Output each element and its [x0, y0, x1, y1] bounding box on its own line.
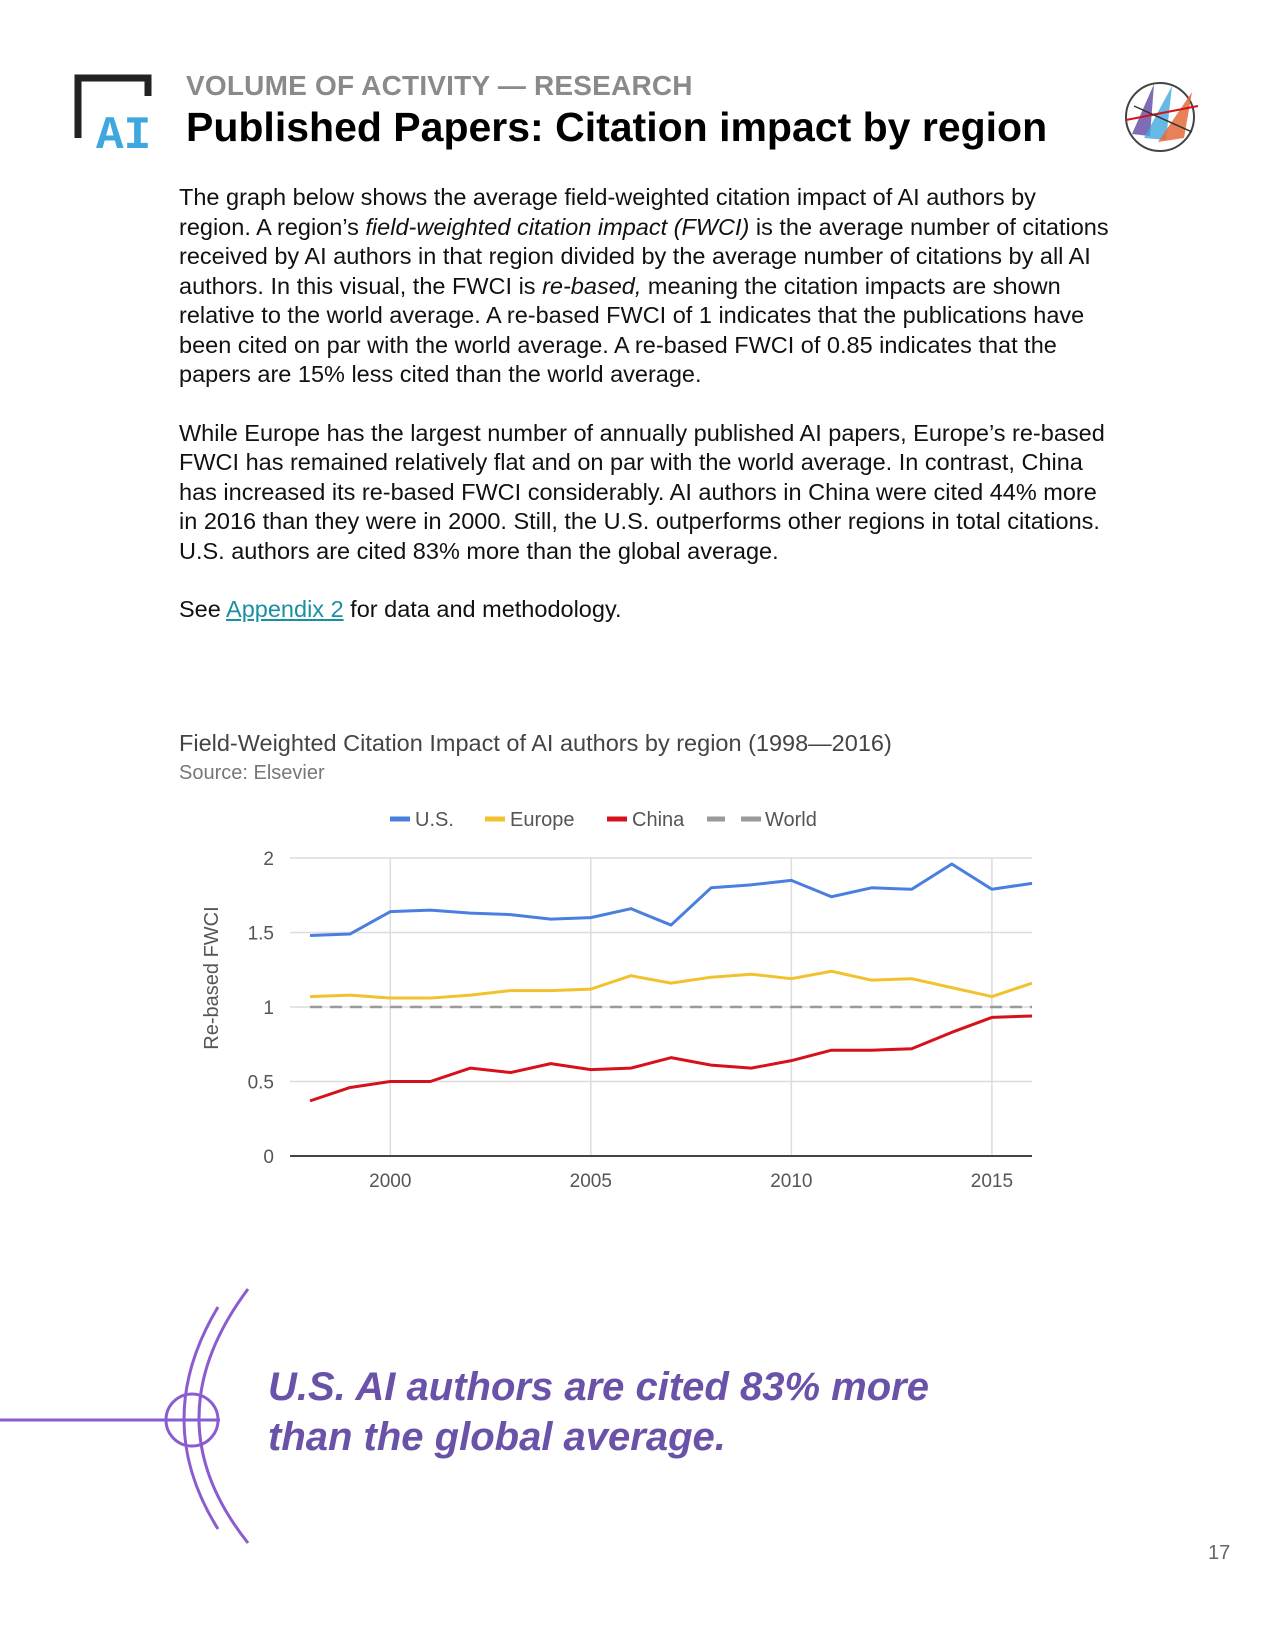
legend-label-china: China: [632, 810, 685, 831]
page-title: Published Papers: Citation impact by region: [186, 104, 1048, 150]
chart-title: Field-Weighted Citation Impact of AI authors by region (1998—2016): [179, 730, 892, 756]
y-tick-label: 0.5: [247, 1072, 274, 1094]
body-text: [179, 183, 1109, 654]
paragraph-regional-comparison: While Europe has the largest number of annually published AI papers, Europe’s re-based FWCI has remained relatively flat and on par with the world average. In contrast, China has increased its re-based FWCI considerably. AI authors in China were cited 44% more in 2016 than they were in 2000. Still, the U.S. outperforms other regions in total citations. U.S. authors are cited 83% more than the global average.: [179, 419, 1105, 564]
y-tick-label: 1: [263, 998, 274, 1019]
x-tick-label: 2005: [569, 1171, 612, 1192]
callout-quote: [268, 1362, 929, 1462]
paragraph-fwci-definition: The graph below shows the average field-weighted citation impact of AI authors by region. A region’s field-weighted citation impact (FWCI) is the average number of citations received by AI authors in that region divided by the average number of citations by all AI authors. In this visual, the FWCI is re-based, meaning the citation impacts are shown relative to the world average. A re-based FWCI of 1 indicates that the publications have been cited on par with the world average. A re-based FWCI of 0.85 indicates that the papers are 15% less cited than the world average.: [179, 184, 1109, 387]
y-tick-label: 2: [263, 849, 274, 870]
chart-source: Source: Elsevier: [179, 762, 325, 784]
legend-label-us: U.S.: [415, 810, 454, 831]
series-line-us: [310, 864, 1032, 936]
section-label: VOLUME OF ACTIVITY — RESEARCH: [186, 70, 693, 101]
x-tick-label: 2015: [970, 1171, 1014, 1192]
ai-index-logo: [74, 74, 166, 154]
fwci-line-chart: [180, 810, 1100, 1230]
series-line-china: [310, 1016, 1032, 1101]
logo-text: AI: [96, 110, 152, 154]
legend-label-europe: Europe: [510, 810, 575, 831]
decorative-arc-graphic: [0, 1285, 260, 1545]
legend-label-world: World: [765, 810, 817, 831]
page-number: 17: [1208, 1542, 1231, 1564]
x-tick-label: 2000: [369, 1171, 412, 1192]
y-axis-label: Re-based FWCI: [201, 906, 223, 1050]
y-tick-label: 1.5: [247, 923, 274, 945]
x-tick-label: 2010: [770, 1171, 813, 1192]
paragraph-appendix-reference: See Appendix 2 for data and methodology.: [179, 596, 622, 622]
callout-line-2: than the global average.: [268, 1415, 726, 1459]
callout-line-1: U.S. AI authors are cited 83% more: [268, 1365, 929, 1409]
appendix-link[interactable]: Appendix 2: [226, 596, 344, 622]
series-line-europe: [310, 971, 1032, 998]
y-tick-label: 0: [263, 1147, 274, 1168]
emblem-icon: [1114, 76, 1206, 158]
